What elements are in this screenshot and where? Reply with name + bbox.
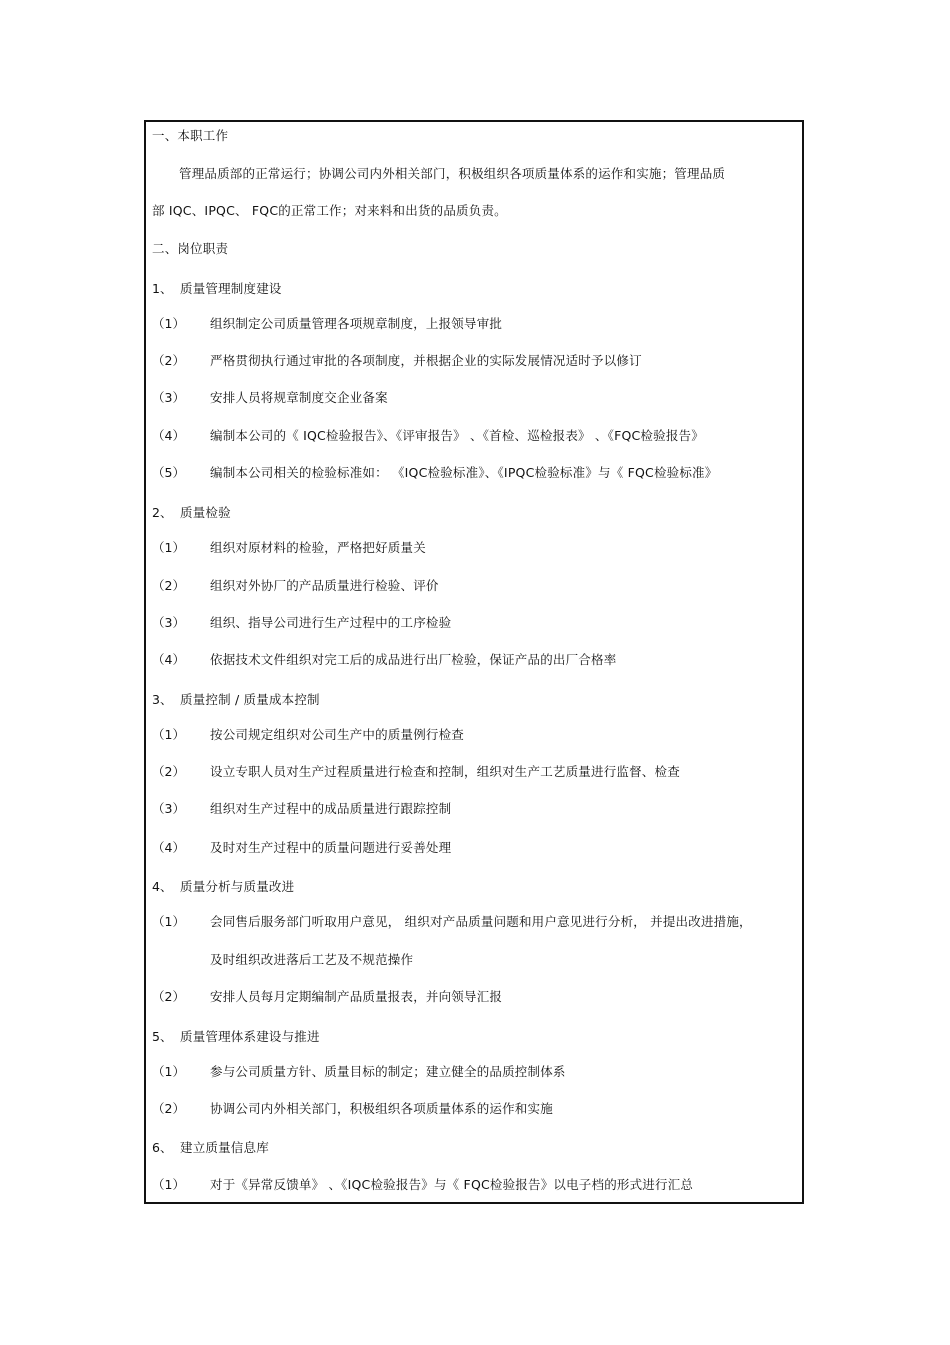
- group-3-title: 质量控制 / 质量成本控制: [180, 692, 320, 707]
- section1-paragraph-line1: 管理品质部的正常运行；协调公司内外相关部门，积极组织各项质量体系的运作和实施；管理品质: [179, 166, 726, 181]
- group-6-item-1-number: （1）: [152, 1177, 185, 1192]
- group-2-item-1-number: （1）: [152, 540, 185, 555]
- section2-heading: 二、岗位职责: [152, 241, 229, 256]
- group-1-number: 1、: [152, 281, 173, 296]
- group-2-item-3-number: （3）: [152, 615, 185, 630]
- group-1-item-4-text: 编制本公司的《 IQC检验报告》、《评审报告》 、《首检、巡检报表》 、《FQC检验报告》: [210, 428, 704, 443]
- group-3-item-1-number: （1）: [152, 727, 185, 742]
- group-6-number: 6、: [152, 1140, 173, 1155]
- group-4-number: 4、: [152, 879, 173, 894]
- group-5-title: 质量管理体系建设与推进: [180, 1029, 320, 1044]
- group-1-item-2-number: （2）: [152, 353, 185, 368]
- group-4-item-2-number: （2）: [152, 989, 185, 1004]
- group-3-item-2-text: 设立专职人员对生产过程质量进行检查和控制，组织对生产工艺质量进行监督、检查: [210, 764, 680, 779]
- group-1-item-3-number: （3）: [152, 390, 185, 405]
- group-3-item-2-number: （2）: [152, 764, 185, 779]
- group-5-item-2-number: （2）: [152, 1101, 185, 1116]
- group-6-item-1-text: 对于《异常反馈单》 、《IQC检验报告》与《 FQC检验报告》以电子档的形式进行汇总: [210, 1177, 694, 1192]
- group-4-item-1-text-line2: 及时组织改进落后工艺及不规范操作: [210, 952, 414, 967]
- group-3-item-1-text: 按公司规定组织对公司生产中的质量例行检查: [210, 727, 465, 742]
- group-2-number: 2、: [152, 505, 173, 520]
- group-4-item-2-text: 安排人员每月定期编制产品质量报表，并向领导汇报: [210, 989, 503, 1004]
- group-1-item-1-number: （1）: [152, 316, 185, 331]
- group-1-item-2-text: 严格贯彻执行通过审批的各项制度，并根据企业的实际发展情况适时予以修订: [210, 353, 642, 368]
- section1-heading: 一、本职工作: [152, 128, 229, 143]
- group-2-title: 质量检验: [180, 505, 231, 520]
- group-1-item-4-number: （4）: [152, 428, 185, 443]
- group-2-item-2-number: （2）: [152, 578, 185, 593]
- group-2-item-4-text: 依据技术文件组织对完工后的成品进行出厂检验，保证产品的出厂合格率: [210, 652, 617, 667]
- group-4-title: 质量分析与质量改进: [180, 879, 295, 894]
- group-3-item-4-number: （4）: [152, 840, 185, 855]
- group-5-item-2-text: 协调公司内外相关部门，积极组织各项质量体系的运作和实施: [210, 1101, 553, 1116]
- group-1-item-5-number: （5）: [152, 465, 185, 480]
- group-4-item-1-number: （1）: [152, 914, 185, 929]
- group-1-item-1-text: 组织制定公司质量管理各项规章制度，上报领导审批: [210, 316, 503, 331]
- group-2-item-2-text: 组织对外协厂的产品质量进行检验、评价: [210, 578, 439, 593]
- group-5-item-1-text: 参与公司质量方针、质量目标的制定；建立健全的品质控制体系: [210, 1064, 566, 1079]
- group-1-item-5-text: 编制本公司相关的检验标准如： 《IQC检验标准》、《IPQC检验标准》与《 FQC检验标准》: [210, 465, 718, 480]
- group-1-item-3-text: 安排人员将规章制度交企业备案: [210, 390, 388, 405]
- group-5-item-1-number: （1）: [152, 1064, 185, 1079]
- group-2-item-3-text: 组织、指导公司进行生产过程中的工序检验: [210, 615, 452, 630]
- group-6-title: 建立质量信息库: [180, 1140, 269, 1155]
- group-3-item-3-number: （3）: [152, 801, 185, 816]
- group-3-number: 3、: [152, 692, 173, 707]
- group-3-item-3-text: 组织对生产过程中的成品质量进行跟踪控制: [210, 801, 452, 816]
- group-1-title: 质量管理制度建设: [180, 281, 282, 296]
- group-2-item-1-text: 组织对原材料的检验，严格把好质量关: [210, 540, 426, 555]
- group-2-item-4-number: （4）: [152, 652, 185, 667]
- group-5-number: 5、: [152, 1029, 173, 1044]
- section1-paragraph-line2: 部 IQC、IPQC、 FQC的正常工作；对来料和出货的品质负责。: [152, 203, 507, 218]
- group-3-item-4-text: 及时对生产过程中的质量问题进行妥善处理: [210, 840, 452, 855]
- group-4-item-1-text: 会同售后服务部门听取用户意见， 组织对产品质量问题和用户意见进行分析， 并提出改进措施，: [210, 914, 752, 929]
